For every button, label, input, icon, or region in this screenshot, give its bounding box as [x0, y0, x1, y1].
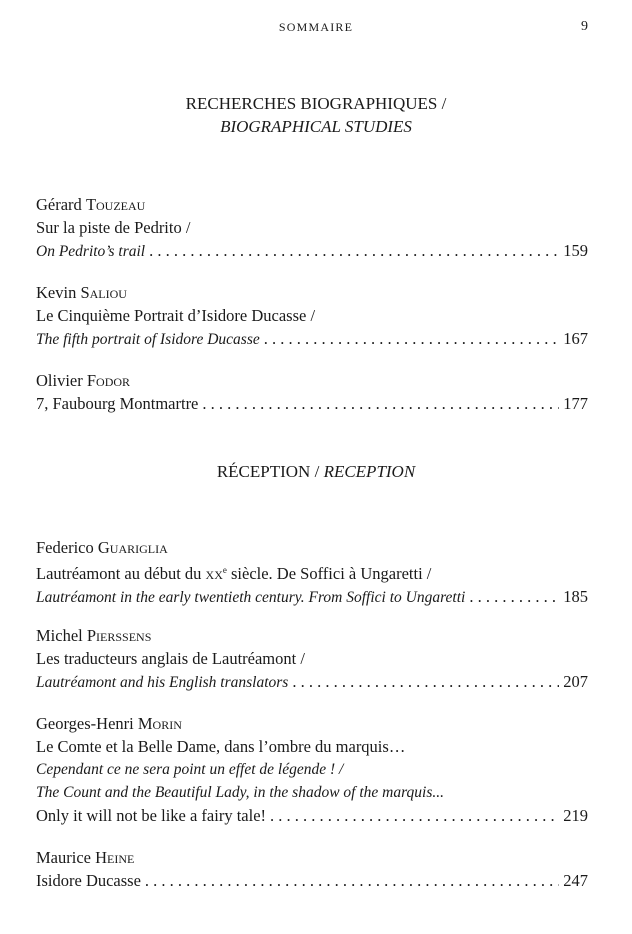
entry-title-fr: Le Cinquième Portrait d’Isidore Ducasse /	[36, 306, 316, 325]
entry-page: 219	[563, 806, 588, 825]
entry-title-line[interactable]	[36, 327, 588, 351]
author-first-name: Michel	[36, 626, 83, 645]
entry-author	[36, 712, 588, 735]
toc-entry	[36, 193, 588, 263]
entry-title-fr: Les traducteurs anglais de Lautréamont /	[36, 649, 305, 668]
section-heading-reception	[0, 460, 632, 483]
entry-title-line[interactable]	[36, 585, 588, 609]
entry-page: 167	[563, 329, 588, 348]
page-number: 9	[581, 19, 588, 34]
entry-title: Isidore Ducasse	[36, 871, 141, 890]
entry-title-fr: Sur la piste de Pedrito /	[36, 218, 191, 237]
toc-entry	[36, 846, 588, 892]
author-last-name: Saliou	[80, 283, 127, 302]
entry-subtitle-fr: Cependant ce ne sera point un effet de légende ! /	[36, 761, 344, 778]
entry-author	[36, 536, 588, 559]
running-head	[0, 20, 632, 38]
century-superscript: e	[222, 565, 227, 575]
author-last-name: Guariglia	[97, 538, 168, 557]
section-title: RECHERCHES BIOGRAPHIQUES /	[185, 94, 447, 113]
author-first-name: Maurice	[36, 848, 91, 867]
author-first-name: Georges-Henri	[36, 714, 134, 733]
author-first-name: Gérard	[36, 195, 82, 214]
entry-title-fr	[36, 559, 588, 585]
entry-title-en: Lautréamont and his English translators	[36, 674, 289, 691]
toc-entry	[36, 712, 588, 827]
entry-author	[36, 624, 588, 647]
entry-author	[36, 193, 588, 216]
dot-leader	[264, 327, 560, 350]
dot-leader	[292, 670, 559, 693]
entry-title-fr: Le Comte et la Belle Dame, dans l’ombre du marquis…	[36, 737, 406, 756]
entry-author	[36, 369, 588, 392]
author-last-name: Morin	[137, 714, 182, 733]
century-numeral: xx	[205, 564, 223, 583]
entry-page: 159	[563, 241, 588, 260]
entry-title-en: The Count and the Beautiful Lady, in the shadow of the marquis...	[36, 784, 445, 801]
section-subtitle: BIOGRAPHICAL STUDIES	[220, 117, 412, 136]
toc-entry	[36, 536, 588, 609]
author-last-name: Heine	[95, 848, 135, 867]
running-head-title: SOMMAIRE	[278, 20, 354, 34]
entry-page: 185	[563, 587, 588, 606]
entry-title-en: Lautréamont in the early twentieth century. From Soffici to Ungaretti	[36, 589, 466, 606]
entry-title-line[interactable]	[36, 239, 588, 263]
toc-entry	[36, 369, 588, 415]
title-fr-part: siècle. De Soffici à Ungaretti /	[226, 564, 432, 583]
entry-title-line[interactable]	[36, 869, 588, 892]
entry-title-en: The fifth portrait of Isidore Ducasse	[36, 331, 260, 348]
section-heading-biographical	[0, 92, 632, 138]
entry-title-line[interactable]	[36, 804, 588, 827]
entry-page: 207	[563, 672, 588, 691]
toc-entry	[36, 281, 588, 351]
entry-page: 247	[563, 871, 588, 890]
title-fr-part: Lautréamont au début du	[36, 564, 206, 583]
author-last-name: Touzeau	[85, 195, 146, 214]
author-last-name: Fodor	[86, 371, 131, 390]
toc-entry	[36, 624, 588, 694]
author-first-name: Federico	[36, 538, 94, 557]
entry-author	[36, 281, 588, 304]
author-first-name: Kevin	[36, 283, 77, 302]
section-title: RÉCEPTION /	[216, 462, 320, 481]
dot-leader	[145, 869, 559, 892]
entry-subtitle-en: Only it will not be like a fairy tale!	[36, 806, 267, 825]
author-last-name: Pierssens	[86, 626, 152, 645]
dot-leader	[270, 804, 559, 827]
entry-author	[36, 846, 588, 869]
entry-title-line[interactable]	[36, 670, 588, 694]
dot-leader	[202, 392, 559, 415]
dot-leader	[149, 239, 559, 262]
entry-title: 7, Faubourg Montmartre	[36, 394, 199, 413]
entry-title-line[interactable]	[36, 392, 588, 415]
section-subtitle: RECEPTION	[323, 462, 416, 481]
entry-page: 177	[563, 394, 588, 413]
entry-title-en: On Pedrito’s trail	[36, 243, 146, 260]
author-first-name: Olivier	[36, 371, 83, 390]
dot-leader	[469, 585, 559, 608]
